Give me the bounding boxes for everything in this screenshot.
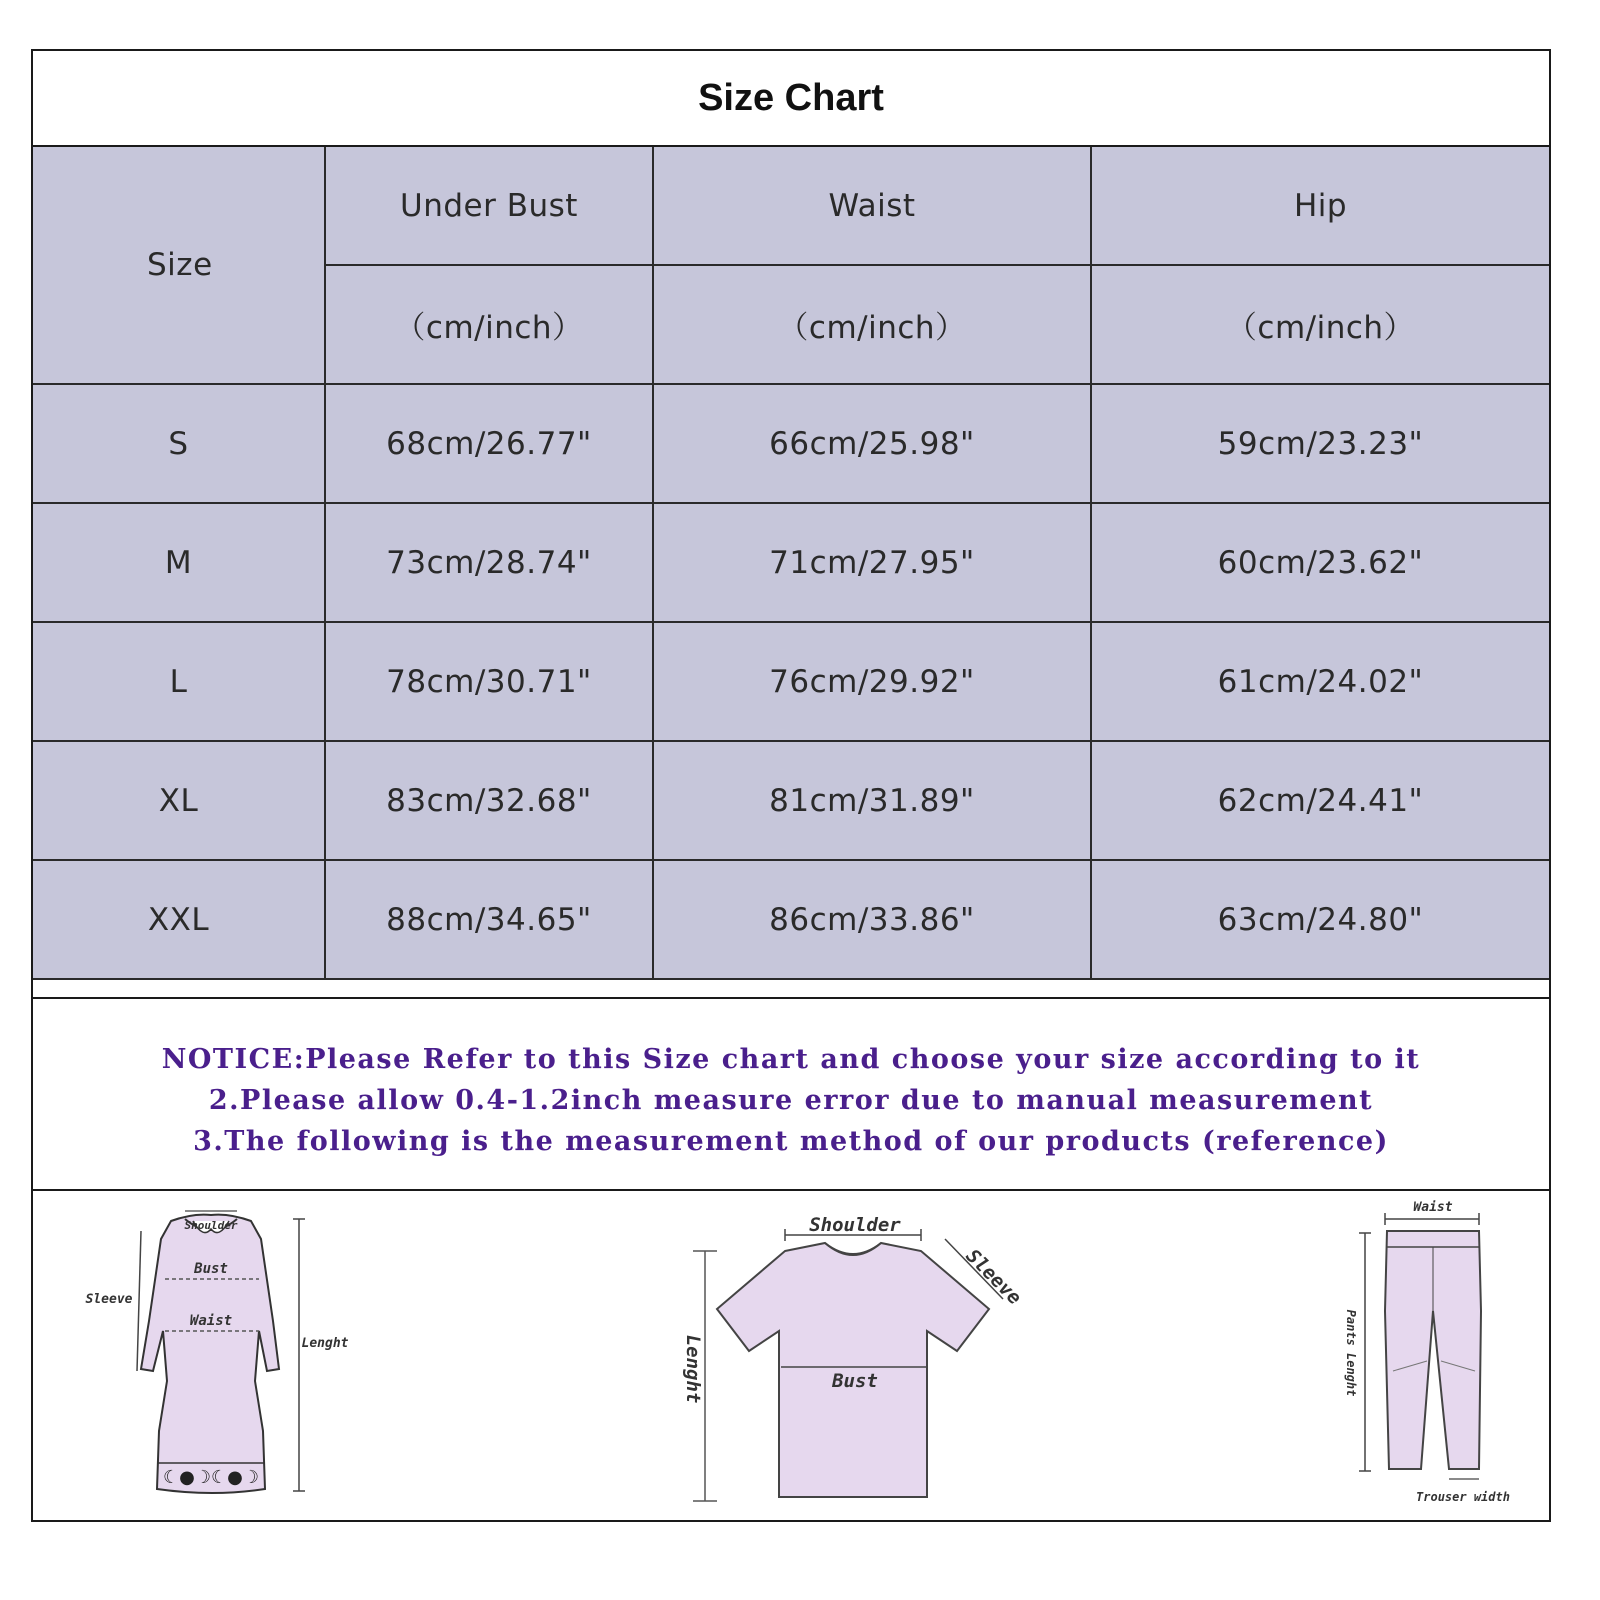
dress-illustration (141, 1215, 279, 1493)
under-bust-cell: 88cm/34.65" (325, 860, 653, 979)
under-bust-cell: 68cm/26.77" (325, 384, 653, 503)
size-cell: M (33, 503, 325, 622)
waist-cell: 86cm/33.86" (653, 860, 1091, 979)
under-bust-cell: 78cm/30.71" (325, 622, 653, 741)
dress-bust-label: Bust (194, 1261, 228, 1277)
hip-cell: 60cm/23.62" (1091, 503, 1549, 622)
unit-under-bust: （cm/inch） (325, 265, 653, 384)
size-cell: XXL (33, 860, 325, 979)
header-row (33, 147, 1549, 265)
hip-cell: 62cm/24.41" (1091, 741, 1549, 860)
header-waist: Waist (653, 147, 1091, 265)
size-cell: L (33, 622, 325, 741)
pants-length-label: Pants Lenght (1344, 1309, 1358, 1397)
chart-title: Size Chart (33, 51, 1549, 147)
notice-line-3: 3.The following is the measurement method of our products (reference) (193, 1126, 1389, 1157)
notice-line-1: NOTICE:Please Refer to this Size chart and choose your size according to it (161, 1044, 1421, 1075)
dress-diagram (53, 1191, 353, 1520)
table-row (33, 860, 1549, 979)
notice-block (33, 997, 1549, 1191)
notice-line-2: 2.Please allow 0.4-1.2inch measure error due to manual measurement (208, 1085, 1374, 1116)
size-table (33, 147, 1549, 980)
size-cell: XL (33, 741, 325, 860)
waist-cell: 71cm/27.95" (653, 503, 1091, 622)
table-row (33, 384, 1549, 503)
measurement-illustrations (33, 1191, 1549, 1520)
tshirt-bust-label: Bust (832, 1370, 878, 1392)
trouser-width-label: Trouser width (1416, 1490, 1510, 1504)
dress-length-label: Lenght (301, 1336, 349, 1351)
header-under-bust: Under Bust (325, 147, 653, 265)
unit-waist: （cm/inch） (653, 265, 1091, 384)
waist-cell: 66cm/25.98" (653, 384, 1091, 503)
under-bust-cell: 73cm/28.74" (325, 503, 653, 622)
table-row (33, 503, 1549, 622)
waist-cell: 81cm/31.89" (653, 741, 1091, 860)
tshirt-shoulder-label: Shoulder (809, 1214, 901, 1236)
hip-cell: 63cm/24.80" (1091, 860, 1549, 979)
under-bust-cell: 83cm/32.68" (325, 741, 653, 860)
pants-diagram (1333, 1191, 1533, 1520)
dress-waist-label: Waist (189, 1313, 233, 1329)
pants-waist-label: Waist (1413, 1200, 1453, 1215)
header-hip: Hip (1091, 147, 1549, 265)
table-row (33, 741, 1549, 860)
table-row (33, 622, 1549, 741)
tshirt-length-label: Lenght (682, 1334, 704, 1404)
unit-hip: （cm/inch） (1091, 265, 1549, 384)
dress-sleeve-label: Sleeve (85, 1292, 133, 1307)
hip-cell: 61cm/24.02" (1091, 622, 1549, 741)
hip-cell: 59cm/23.23" (1091, 384, 1549, 503)
tshirt-sleeve-label: Sleeve (961, 1244, 1026, 1310)
waist-cell: 76cm/29.92" (653, 622, 1091, 741)
size-cell: S (33, 384, 325, 503)
tshirt-diagram (653, 1191, 1026, 1520)
hem-pattern-icon: ☾●☽☾●☽ (163, 1467, 259, 1488)
dress-shoulder-label: Shoulder (184, 1219, 238, 1232)
header-size: Size (33, 147, 325, 384)
size-chart-frame (31, 49, 1551, 1522)
